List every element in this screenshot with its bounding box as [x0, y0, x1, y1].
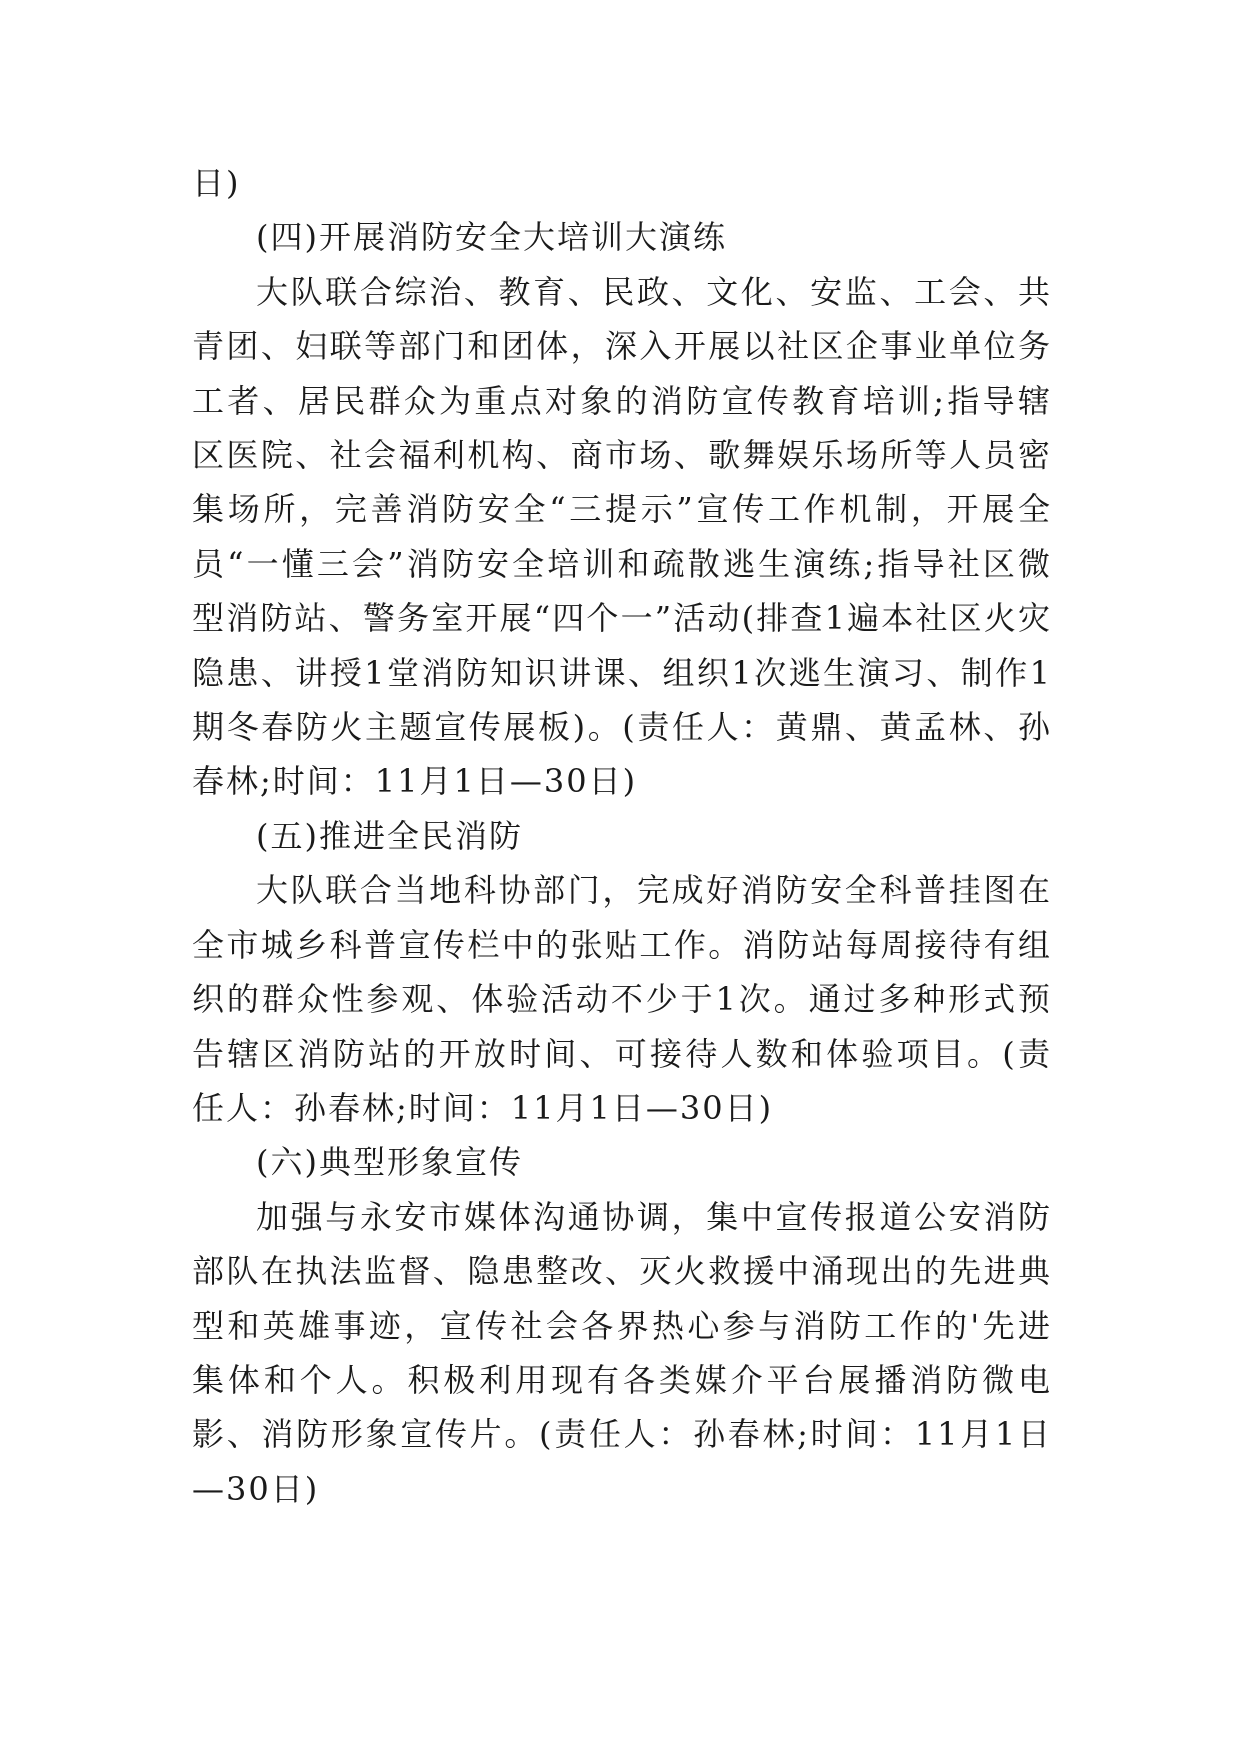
paragraph-public-fire-safety: 大队联合当地科协部门，完成好消防安全科普挂图在全市城乡科普宣传栏中的张贴工作。消防站每周接待有组织的群众性参观、体验活动不少于1次。通过多种形式预告辖区消防站的开放时间、可接待人数和体验项目。(责任人：孙春林;时间：11月1日—30日): [192, 871, 1052, 1127]
paragraph-model-publicity: 加强与永安市媒体沟通协调，集中宣传报道公安消防部队在执法监督、隐患整改、灭火救援中涌现出的先进典型和英雄事迹，宣传社会各界热心参与消防工作的'先进集体和个人。积极利用现有各类媒介平台展播消防微电影、消防形象宣传片。(责任人：孙春林;时间：11月1日—30日): [192, 1197, 1052, 1508]
continuation-line: 日): [192, 164, 241, 202]
section-heading-6: (六)典型形象宣传: [256, 1143, 523, 1182]
section-heading-5: (五)推进全民消防: [256, 816, 523, 855]
paragraph-training-drills: 大队联合综治、教育、民政、文化、安监、工会、共青团、妇联等部门和团体，深入开展以社区企事业单位务工者、居民群众为重点对象的消防宣传教育培训;指导辖区医院、社会福利机构、商市场、歌舞娱乐场所等人员密集场所，完善消防安全“三提示”宣传工作机制，开展全员“一懂三会”消防安全培训和疏散逃生演练;指导社区微型消防站、警务室开展“四个一”活动(排查1遍本社区火灾隐患、讲授1堂消防知识讲课、组织1次逃生演习、制作1期冬春防火主题宣传展板)。(责任人：黄鼎、黄孟林、孙春林;时间：11月1日—30日): [192, 272, 1052, 801]
section-heading-4: (四)开展消防安全大培训大演练: [256, 218, 727, 257]
document-body: [192, 156, 1052, 1516]
